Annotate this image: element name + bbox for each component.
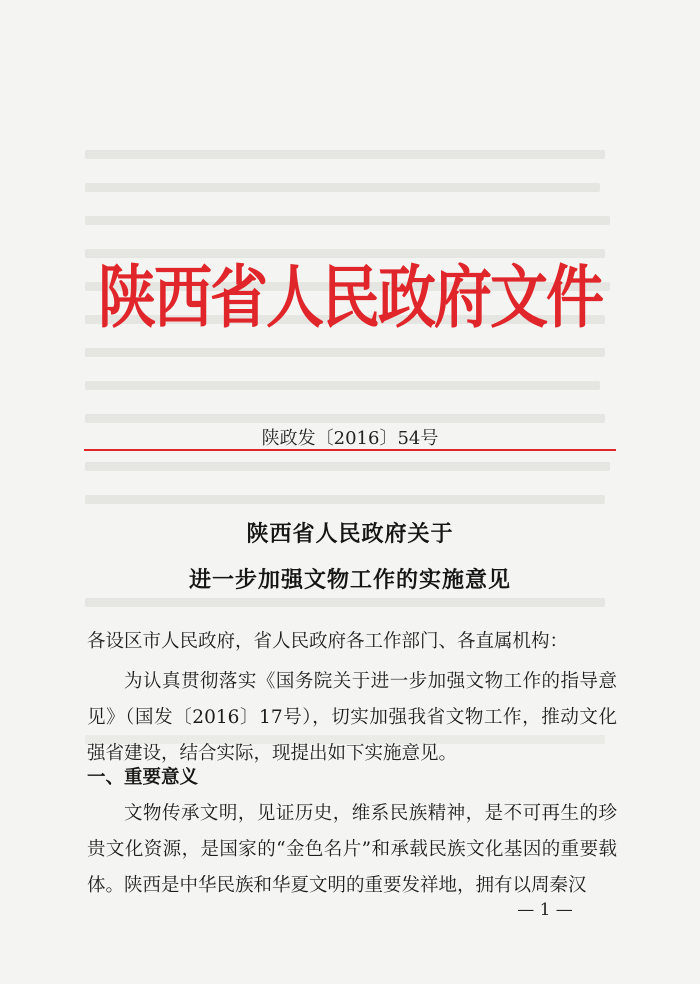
bleed-through-line [85, 381, 600, 390]
bleed-through-line [85, 348, 605, 357]
page-number: — 1 — [517, 900, 573, 920]
bleed-through-line [85, 598, 605, 607]
red-divider-line [84, 449, 616, 451]
issuer-header-title: 陕西省人民政府文件 [97, 257, 602, 338]
bleed-through-line [85, 150, 605, 159]
intro-paragraph: 为认真贯彻落实《国务院关于进一步加强文物工作的指导意见》（国发〔2016〕17号），切实加强我省文物工作，推动文化强省建设，结合实际，现提出如下实施意见。 [87, 671, 617, 764]
bleed-through-line [85, 495, 605, 504]
bleed-through-line [85, 216, 610, 225]
salutation: 各设区市人民政府，省人民政府各工作部门、各直属机构： [87, 631, 569, 652]
section-heading: 一、重要意义 [87, 767, 199, 788]
document-number: 陕政发〔2016〕54号 [261, 428, 439, 449]
document-title-line-2: 进一步加强文物工作的实施意见 [188, 567, 511, 593]
bleed-through-line [85, 462, 610, 471]
bleed-through-line [85, 183, 600, 192]
document-title-line-1: 陕西省人民政府关于 [246, 521, 454, 547]
section-paragraph: 文物传承文明，见证历史，维系民族精神，是不可再生的珍贵文化资源，是国家的“金色名片”和承载民族文化基因的重要载体。陕西是中华民族和华夏文明的重要发祥地，拥有以周秦汉 [87, 803, 617, 896]
bleed-through-line [85, 414, 605, 423]
